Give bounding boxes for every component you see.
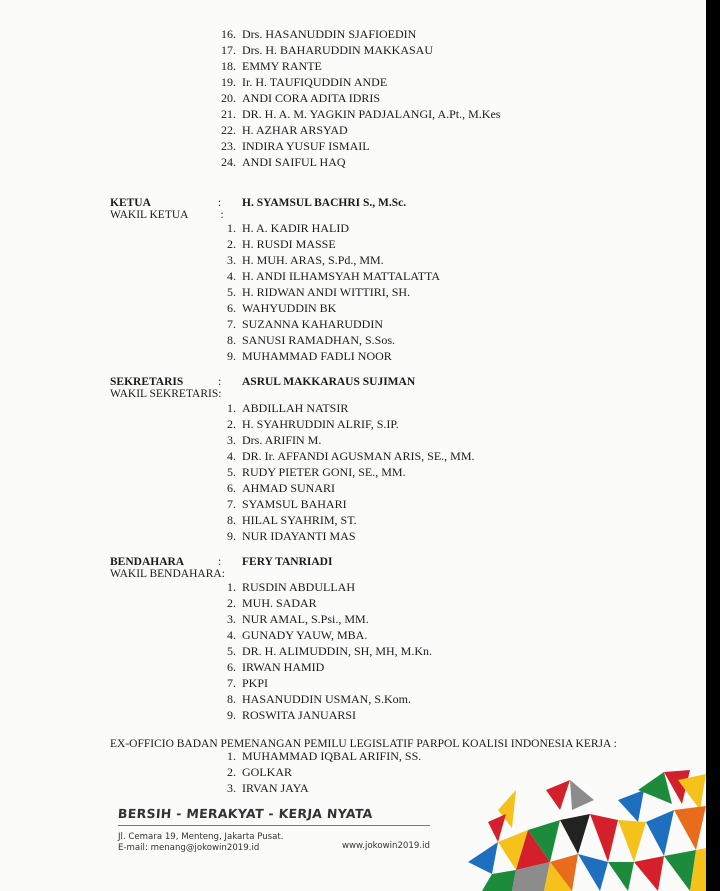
list-item-number: 5. <box>227 644 236 658</box>
list-item-number: 8. <box>227 333 236 347</box>
ketua-role: KETUA <box>110 197 151 209</box>
list-item-name: GUNADY YAUW, MBA. <box>242 628 368 642</box>
footer-website: www.jokowin2019.id <box>342 841 430 851</box>
wakil-sekretaris-list <box>0 400 475 544</box>
list-item-number: 24. <box>221 155 236 169</box>
list-item <box>0 284 440 300</box>
list-item-number: 2. <box>227 237 236 251</box>
list-item-name: Drs. ARIFIN M. <box>242 433 322 447</box>
list-item <box>0 90 500 106</box>
list-item-number: 16. <box>221 27 236 41</box>
footer-slogan: BERSIH - MERAKYAT - KERJA NYATA <box>117 806 374 821</box>
decorative-geometric-art <box>468 770 706 891</box>
list-item-name: NUR IDAYANTI MAS <box>242 529 356 543</box>
list-item-number: 6. <box>227 481 236 495</box>
list-item <box>0 316 440 332</box>
list-item-name: SYAMSUL BAHARI <box>242 497 347 511</box>
list-item <box>0 122 500 138</box>
sekretaris-name: ASRUL MAKKARAUS SUJIMAN <box>242 376 416 388</box>
list-item-name: RUSDIN ABDULLAH <box>242 580 356 594</box>
list-item <box>0 220 440 236</box>
list-item <box>0 106 500 122</box>
member-list-continued <box>0 26 500 170</box>
list-item <box>0 691 432 707</box>
list-item-name: H. AZHAR ARSYAD <box>242 123 348 137</box>
list-item-number: 22. <box>221 123 236 137</box>
list-item-number: 17. <box>221 43 236 57</box>
ketua-colon: : <box>218 197 222 209</box>
list-item-name: H. RUSDI MASSE <box>242 237 336 251</box>
list-item-name: INDIRA YUSUF ISMAIL <box>242 139 370 153</box>
list-item-number: 18. <box>221 59 236 73</box>
list-item-number: 5. <box>227 285 236 299</box>
list-item-number: 3. <box>227 612 236 626</box>
list-item-number: 9. <box>227 349 236 363</box>
exofficio-list <box>0 748 421 796</box>
list-item-name: IRWAN HAMID <box>242 660 325 674</box>
sekretaris-role: SEKRETARIS <box>110 376 184 388</box>
art-shape <box>468 842 498 874</box>
ketua-name: H. SYAMSUL BACHRI S., M.Sc. <box>242 197 407 209</box>
art-shape <box>608 862 634 891</box>
list-item-name: H. MUH. ARAS, S.Pd., MM. <box>242 253 384 267</box>
list-item-name: EMMY RANTE <box>242 59 322 73</box>
list-item-name: HILAL SYAHRIM, ST. <box>242 513 357 527</box>
list-item-number: 3. <box>227 781 236 795</box>
wakil-sekretaris-colon: : <box>218 388 222 400</box>
list-item-number: 9. <box>227 529 236 543</box>
list-item-name: Drs. HASANUDDIN SJAFIOEDIN <box>242 27 417 41</box>
list-item <box>0 74 500 90</box>
exofficio-heading: EX-OFFICIO BADAN PEMENANGAN PEMILU LEGISLATIF PARPOL KOALISI INDONESIA KERJA : <box>110 738 617 750</box>
list-item <box>0 764 421 780</box>
list-item-name: ANDI CORA ADITA IDRIS <box>242 91 381 105</box>
list-item <box>0 400 475 416</box>
list-item <box>0 643 432 659</box>
art-shape <box>590 814 618 862</box>
list-item-number: 23. <box>221 139 236 153</box>
art-shape <box>578 854 608 891</box>
list-item-name: MUH. SADAR <box>242 596 317 610</box>
list-item-number: 7. <box>227 676 236 690</box>
list-item <box>0 707 432 723</box>
list-item-number: 21. <box>221 107 236 121</box>
list-item <box>0 332 440 348</box>
list-item-name: DR. Ir. AFFANDI AGUSMAN ARIS, SE., MM. <box>242 449 475 463</box>
art-shape <box>546 780 570 810</box>
list-item-name: H. SYAHRUDDIN ALRIF, S.IP. <box>242 417 399 431</box>
list-item <box>0 627 432 643</box>
list-item <box>0 26 500 42</box>
art-shape <box>618 790 644 822</box>
art-shape <box>482 870 516 891</box>
list-item-number: 20. <box>221 91 236 105</box>
list-item <box>0 58 500 74</box>
art-shape <box>560 814 590 854</box>
list-item-number: 3. <box>227 433 236 447</box>
list-item-number: 4. <box>227 449 236 463</box>
list-item <box>0 268 440 284</box>
list-item <box>0 252 440 268</box>
list-item <box>0 42 500 58</box>
list-item-name: ABDILLAH NATSIR <box>242 401 349 415</box>
list-item-name: SANUSI RAMADHAN, S.Sos. <box>242 333 396 347</box>
art-shape <box>570 780 594 810</box>
list-item <box>0 579 432 595</box>
list-item <box>0 512 475 528</box>
list-item-name: MUHAMMAD FADLI NOOR <box>242 349 392 363</box>
list-item-name: Drs. H. BAHARUDDIN MAKKASAU <box>242 43 434 57</box>
wakil-bendahara-list <box>0 579 432 723</box>
list-item-name: SUZANNA KAHARUDDIN <box>242 317 383 331</box>
list-item-number: 6. <box>227 660 236 674</box>
list-item-number: 2. <box>227 417 236 431</box>
list-item <box>0 300 440 316</box>
list-item-name: IRVAN JAYA <box>242 781 309 795</box>
art-shape <box>618 820 646 862</box>
wakil-bendahara-colon: : <box>221 568 225 580</box>
list-item-number: 5. <box>227 465 236 479</box>
list-item <box>0 611 432 627</box>
list-item <box>0 659 432 675</box>
list-item-number: 8. <box>227 692 236 706</box>
list-item-number: 6. <box>227 301 236 315</box>
list-item <box>0 138 500 154</box>
art-shape <box>646 810 674 856</box>
list-item-name: PKPI <box>242 676 269 690</box>
list-item-name: DR. H. ALIMUDDIN, SH, MH, M.Kn. <box>242 644 433 658</box>
list-item <box>0 675 432 691</box>
list-item-number: 1. <box>227 401 236 415</box>
list-item-number: 7. <box>227 317 236 331</box>
wakil-bendahara-role: WAKIL BENDAHARA <box>110 568 222 580</box>
list-item-name: HASANUDDIN USMAN, S.Kom. <box>242 692 412 706</box>
footer-divider <box>118 825 430 826</box>
list-item <box>0 748 421 764</box>
list-item-name: DR. H. A. M. YAGKIN PADJALANGI, A.Pt., M.Kes <box>242 107 501 121</box>
list-item-number: 2. <box>227 596 236 610</box>
list-item-number: 3. <box>227 253 236 267</box>
list-item-name: RUDY PIETER GONI, SE., MM. <box>242 465 406 479</box>
list-item <box>0 348 440 364</box>
bendahara-name: FERY TANRIADI <box>242 556 333 568</box>
footer-address: Jl. Cemara 19, Menteng, Jakarta Pusat. <box>118 832 284 842</box>
list-item-name: ANDI SAIFUL HAQ <box>242 155 346 169</box>
list-item-name: WAHYUDDIN BK <box>242 301 337 315</box>
list-item-name: GOLKAR <box>242 765 292 779</box>
list-item <box>0 416 475 432</box>
list-item-name: MUHAMMAD IQBAL ARIFIN, SS. <box>242 749 422 763</box>
art-shape <box>488 814 506 842</box>
list-item <box>0 595 432 611</box>
list-item <box>0 464 475 480</box>
list-item-name: ROSWITA JANUARSI <box>242 708 357 722</box>
list-item <box>0 496 475 512</box>
list-item <box>0 432 475 448</box>
list-item-name: AHMAD SUNARI <box>242 481 336 495</box>
wakil-ketua-role: WAKIL KETUA <box>110 209 189 221</box>
list-item-number: 8. <box>227 513 236 527</box>
wakil-sekretaris-role: WAKIL SEKRETARIS <box>110 388 219 400</box>
list-item <box>0 154 500 170</box>
list-item-number: 1. <box>227 221 236 235</box>
list-item-number: 2. <box>227 765 236 779</box>
list-item <box>0 448 475 464</box>
list-item-number: 4. <box>227 269 236 283</box>
list-item-number: 9. <box>227 708 236 722</box>
list-item-name: Ir. H. TAUFIQUDDIN ANDE <box>242 75 388 89</box>
list-item-number: 19. <box>221 75 236 89</box>
wakil-ketua-colon: : <box>220 209 224 221</box>
list-item <box>0 528 475 544</box>
list-item <box>0 780 421 796</box>
sekretaris-colon: : <box>218 376 222 388</box>
list-item-number: 1. <box>227 749 236 763</box>
bendahara-role: BENDAHARA <box>110 556 185 568</box>
art-shape <box>674 806 706 850</box>
list-item-name: H. A. KADIR HALID <box>242 221 349 235</box>
list-item <box>0 236 440 252</box>
art-shape <box>634 856 664 891</box>
list-item-name: NUR AMAL, S.Psi., MM. <box>242 612 369 626</box>
list-item-number: 1. <box>227 580 236 594</box>
wakil-ketua-list <box>0 220 440 364</box>
list-item-name: H. RIDWAN ANDI WITTIRI, SH. <box>242 285 411 299</box>
footer-email: E-mail: menang@jokowin2019.id <box>118 843 260 853</box>
list-item-number: 4. <box>227 628 236 642</box>
list-item-number: 7. <box>227 497 236 511</box>
list-item <box>0 480 475 496</box>
list-item-name: H. ANDI ILHAMSYAH MATTALATTA <box>242 269 441 283</box>
bendahara-colon: : <box>218 556 222 568</box>
